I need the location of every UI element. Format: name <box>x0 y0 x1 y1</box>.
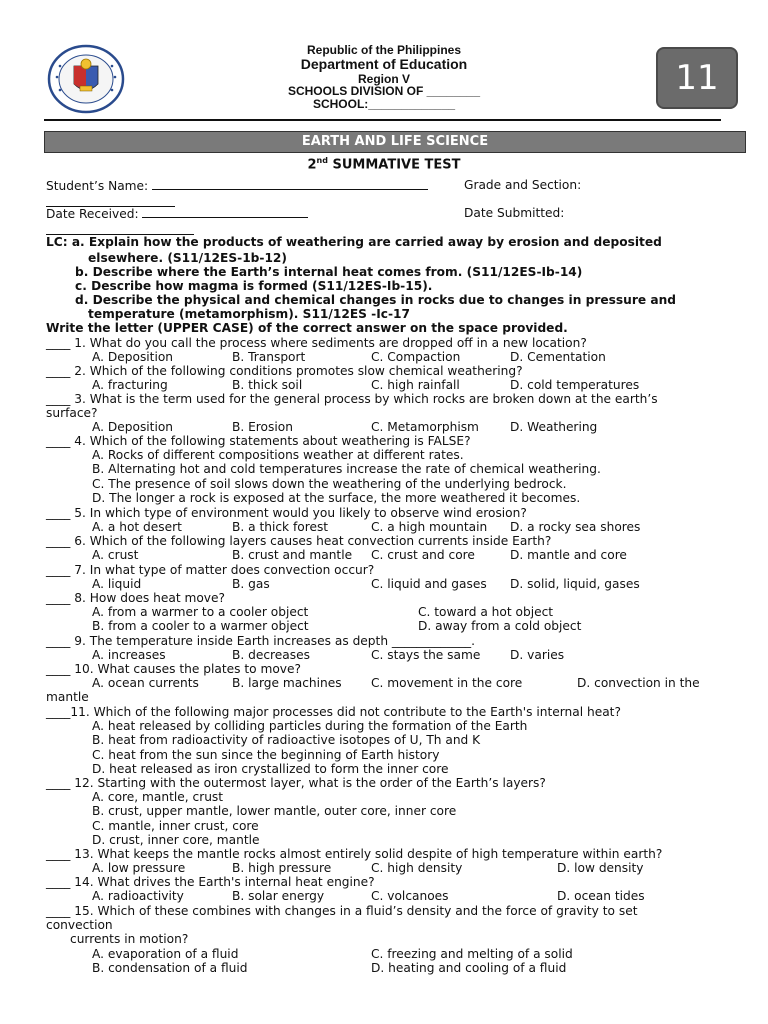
question-12-option-0: A. core, mantle, crust <box>92 790 224 805</box>
question-5-option-2: C. a high mountain <box>371 520 488 535</box>
question-2-option-2: C. high rainfall <box>371 378 460 393</box>
grade-section-label: Grade and Section: <box>464 178 582 192</box>
question-9-option-3: D. varies <box>510 648 565 663</box>
question-6-option-1: B. crust and mantle <box>232 548 353 563</box>
question-9-option-1: B. decreases <box>232 648 310 663</box>
question-2-option-1: B. thick soil <box>232 378 303 393</box>
question-14: ____ 14. What drives the Earth's internal heat engine? <box>46 875 375 889</box>
question-4: ____ 4. Which of the following statements about weathering is FALSE? <box>46 434 471 448</box>
question-5-option-3: D. a rocky sea shores <box>510 520 641 535</box>
question-7-option-1: B. gas <box>232 577 270 592</box>
question-11-option-2: C. heat from the sun since the beginning of Earth history <box>92 747 440 762</box>
question-10-option-3: D. convection in the <box>577 676 700 691</box>
question-8-option-0: A. from a warmer to a cooler object <box>92 605 309 620</box>
question-1-option-2: C. Compaction <box>371 350 461 365</box>
lc-line-a2: elsewhere. (S11/12ES-1b-12) <box>88 251 287 265</box>
question-15-option-2: B. condensation of a fluid <box>92 960 248 975</box>
lc-line-d: d. Describe the physical and chemical changes in rocks due to changes in pressure and <box>75 293 676 307</box>
student-name-field[interactable]: Student’s Name: <box>46 178 428 193</box>
question-6-option-2: C. crust and core <box>371 548 475 563</box>
header-divider <box>44 119 721 121</box>
question-10: ____ 10. What causes the plates to move? <box>46 662 301 676</box>
question-14-option-1: B. solar energy <box>232 889 325 904</box>
question-13-option-1: B. high pressure <box>232 861 332 876</box>
question-3-option-2: C. Metamorphism <box>371 420 479 435</box>
question-3-cont: surface? <box>46 406 98 421</box>
question-13: ____ 13. What keeps the mantle rocks almost entirely solid despite of high temperature within earth? <box>46 847 663 861</box>
question-6: ____ 6. Which of the following layers causes heat convection currents inside Earth? <box>46 534 552 548</box>
instructions: Write the letter (UPPER CASE) of the correct answer on the space provided. <box>46 321 568 335</box>
question-3-option-3: D. Weathering <box>510 420 598 435</box>
question-12-option-3: D. crust, inner core, mantle <box>92 832 260 847</box>
lc-line-b: b. Describe where the Earth’s internal heat comes from. (S11/12ES-Ib-14) <box>75 265 583 279</box>
test-title: 2nd SUMMATIVE TEST <box>307 156 461 173</box>
question-1-option-3: D. Cementation <box>510 350 606 365</box>
question-9-option-0: A. increases <box>92 648 166 663</box>
subject-banner: EARTH AND LIFE SCIENCE <box>44 131 746 153</box>
question-4-option-0: A. Rocks of different compositions weather at different rates. <box>92 448 464 463</box>
question-7-option-0: A. liquid <box>92 577 142 592</box>
question-15-option-3: D. heating and cooling of a fluid <box>371 960 567 975</box>
question-3-option-0: A. Deposition <box>92 420 174 435</box>
question-8: ____ 8. How does heat move? <box>46 591 225 605</box>
question-13-option-2: C. high density <box>371 861 463 876</box>
question-12: ____ 12. Starting with the outermost layer, what is the order of the Earth’s layers? <box>46 776 546 790</box>
question-12-option-2: C. mantle, inner crust, core <box>92 818 259 833</box>
question-10-cont: mantle <box>46 690 89 705</box>
question-11-option-3: D. heat released as iron crystallized to form the inner core <box>92 761 449 776</box>
question-13-option-3: D. low density <box>557 861 644 876</box>
question-3-option-1: B. Erosion <box>232 420 293 435</box>
division-line: SCHOOLS DIVISION OF ________ <box>287 84 481 98</box>
question-12-option-1: B. crust, upper mantle, lower mantle, outer core, inner core <box>92 804 457 819</box>
question-6-option-0: A. crust <box>92 548 139 563</box>
lc-line-d2: temperature (metamorphism). S11/12ES -Ic-17 <box>88 307 411 321</box>
question-15-cont2: currents in motion? <box>70 932 189 947</box>
question-9: ____ 9. The temperature inside Earth increases as depth _____________. <box>46 634 476 648</box>
question-8-option-3: D. away from a cold object <box>418 619 582 634</box>
question-10-option-1: B. large machines <box>232 676 342 691</box>
question-13-option-0: A. low pressure <box>92 861 186 876</box>
question-1-option-0: A. Deposition <box>92 350 174 365</box>
date-submitted-label: Date Submitted: <box>464 206 565 220</box>
question-14-option-2: C. volcanoes <box>371 889 449 904</box>
question-2-option-3: D. cold temperatures <box>510 378 640 393</box>
question-15-option-0: A. evaporation of a fluid <box>92 946 239 961</box>
question-15-option-1: C. freezing and melting of a solid <box>371 946 573 961</box>
question-11-option-0: A. heat released by colliding particles during the formation of the Earth <box>92 719 528 734</box>
question-9-option-2: C. stays the same <box>371 648 481 663</box>
question-5: ____ 5. In which type of environment would you likely to observe wind erosion? <box>46 506 527 520</box>
question-5-option-1: B. a thick forest <box>232 520 329 535</box>
lc-line-a: LC: a. Explain how the products of weathering are carried away by erosion and deposited <box>46 235 662 249</box>
question-7: ____ 7. In what type of matter does convection occur? <box>46 563 375 577</box>
question-6-option-3: D. mantle and core <box>510 548 627 563</box>
question-7-option-2: C. liquid and gases <box>371 577 487 592</box>
question-11-option-1: B. heat from radioactivity of radioactive isotopes of U, Th and K <box>92 733 481 748</box>
question-10-option-2: C. movement in the core <box>371 676 523 691</box>
question-4-option-2: C. The presence of soil slows down the weathering of the underlying bedrock. <box>92 476 567 491</box>
question-5-option-0: A. a hot desert <box>92 520 182 535</box>
republic-line: Republic of the Philippines <box>306 43 461 57</box>
question-14-option-3: D. ocean tides <box>557 889 645 904</box>
question-14-option-0: A. radioactivity <box>92 889 184 904</box>
region-line: Region V <box>357 72 410 86</box>
question-10-option-0: A. ocean currents <box>92 676 199 691</box>
question-15: ____ 15. Which of these combines with changes in a fluid’s density and the force of gravity to set <box>46 904 638 918</box>
question-1-option-1: B. Transport <box>232 350 306 365</box>
question-8-option-1: C. toward a hot object <box>418 605 554 620</box>
question-2-option-0: A. fracturing <box>92 378 168 393</box>
lc-line-c: c. Describe how magma is formed (S11/12ES-Ib-15). <box>75 279 433 293</box>
question-4-option-1: B. Alternating hot and cold temperatures increase the rate of chemical weathering. <box>92 462 601 477</box>
question-1: ____ 1. What do you call the process where sediments are dropped off in a new location? <box>46 336 587 350</box>
question-8-option-2: B. from a cooler to a warmer object <box>92 619 309 634</box>
question-3: ____ 3. What is the term used for the general process by which rocks are broken down at the earth’s <box>46 392 658 406</box>
question-15-cont: convection <box>46 918 113 933</box>
grade-level-badge: 11 <box>656 47 738 109</box>
question-11: ____11. Which of the following major processes did not contribute to the Earth's internal heat? <box>46 705 621 719</box>
date-received-field[interactable]: Date Received: <box>46 206 308 221</box>
school-line: SCHOOL:_____________ <box>312 97 456 111</box>
question-4-option-3: D. The longer a rock is exposed at the surface, the more weathered it becomes. <box>92 490 581 505</box>
question-2: ____ 2. Which of the following conditions promotes slow chemical weathering? <box>46 364 523 378</box>
department-line: Department of Education <box>300 56 468 72</box>
question-7-option-3: D. solid, liquid, gases <box>510 577 640 592</box>
